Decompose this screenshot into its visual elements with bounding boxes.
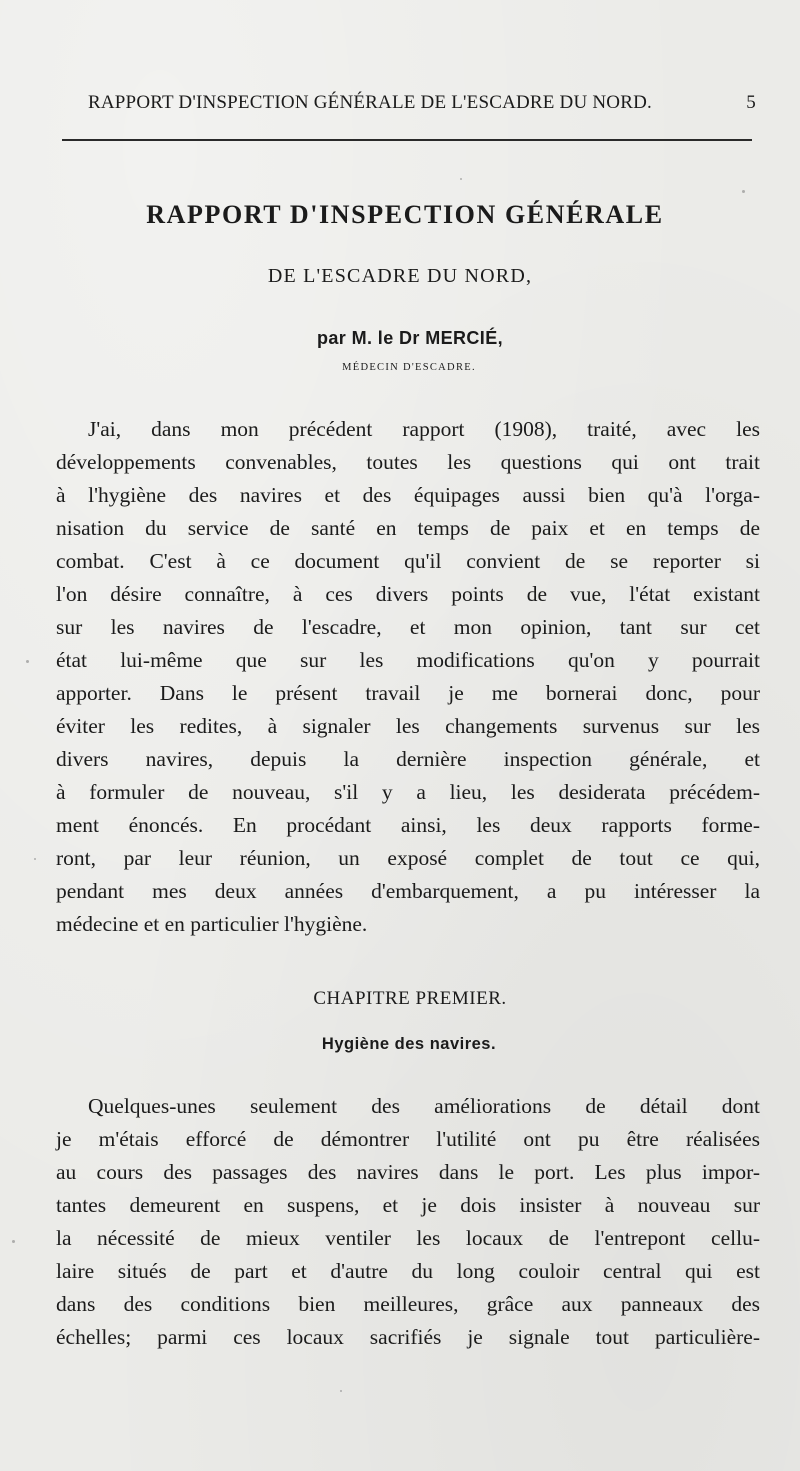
paragraph-line: ront, par leur réunion, un exposé complet de tout ce qui, [56,846,760,870]
paragraph-line: tantes demeurent en suspens, et je dois insister à nouveau sur [56,1193,760,1217]
paragraph-line: divers navires, depuis la dernière inspection générale, et [56,747,760,771]
paragraph-hygiene [56,1090,760,1354]
paragraph-line: sur les navires de l'escadre, et mon opinion, tant sur cet [56,615,760,639]
paragraph-line: état lui-même que sur les modifications qu'on y pourrait [56,648,760,672]
paper-speck [12,1240,15,1243]
paragraph-line: à l'hygiène des navires et des équipages aussi bien qu'à l'orga- [56,483,760,507]
header-rule [62,139,752,141]
paragraph-line: éviter les redites, à signaler les changements survenus sur les [56,714,760,738]
author-line: par M. le Dr MERCIÉ, [316,328,504,348]
paragraph-line: combat. C'est à ce document qu'il convient de se reporter si [56,549,760,573]
section-title: Hygiène des navires. [321,1035,497,1053]
paragraph-line: J'ai, dans mon précédent rapport (1908), traité, avec les [88,417,760,441]
paragraph-line: échelles; parmi ces locaux sacrifiés je signale tout particulière- [56,1325,760,1349]
page-number: 5 [746,92,756,113]
paper-speck [34,858,36,860]
paragraph-line: Quelques-unes seulement des améliorations de détail dont [88,1094,760,1118]
author-role: MÉDECIN D'ESCADRE. [342,362,476,373]
paragraph-line: pendant mes deux années d'embarquement, a pu intéresser la [56,879,760,903]
paper-speck [340,1390,342,1392]
running-head-title: RAPPORT D'INSPECTION GÉNÉRALE DE L'ESCADRE DU NORD. [88,92,652,113]
paragraph-line: à formuler de nouveau, s'il y a lieu, les desiderata précédem- [56,780,760,804]
paragraph-line: la nécessité de mieux ventiler les locaux de l'entrepont cellu- [56,1226,760,1250]
running-head [88,92,756,120]
paragraph-line: dans des conditions bien meilleures, grâce aux panneaux des [56,1292,760,1316]
chapter-title: CHAPITRE PREMIER. [313,988,507,1009]
paragraph-line: je m'étais efforcé de démontrer l'utilité ont pu être réalisées [56,1127,760,1151]
paragraph-line: au cours des passages des navires dans le port. Les plus impor- [56,1160,760,1184]
paragraph-line: laire situés de part et d'autre du long couloir central qui est [56,1259,760,1283]
paragraph-line: ment énoncés. En procédant ainsi, les deux rapports forme- [56,813,760,837]
paper-speck [460,178,462,180]
paragraph-line: médecine et en particulier l'hygiène. [56,912,368,936]
paragraph-line: nisation du service de santé en temps de paix et en temps de [56,516,760,540]
paragraph-intro [56,413,760,941]
paragraph-line: développements convenables, toutes les questions qui ont trait [56,450,760,474]
paragraph-line: apporter. Dans le présent travail je me bornerai donc, pour [56,681,760,705]
paragraph-line: l'on désire connaître, à ces divers points de vue, l'état existant [56,582,760,606]
paper-speck [26,660,29,663]
report-title: RAPPORT D'INSPECTION GÉNÉRALE [146,200,664,229]
paper-speck [742,190,745,193]
report-subtitle: DE L'ESCADRE DU NORD, [267,265,533,287]
